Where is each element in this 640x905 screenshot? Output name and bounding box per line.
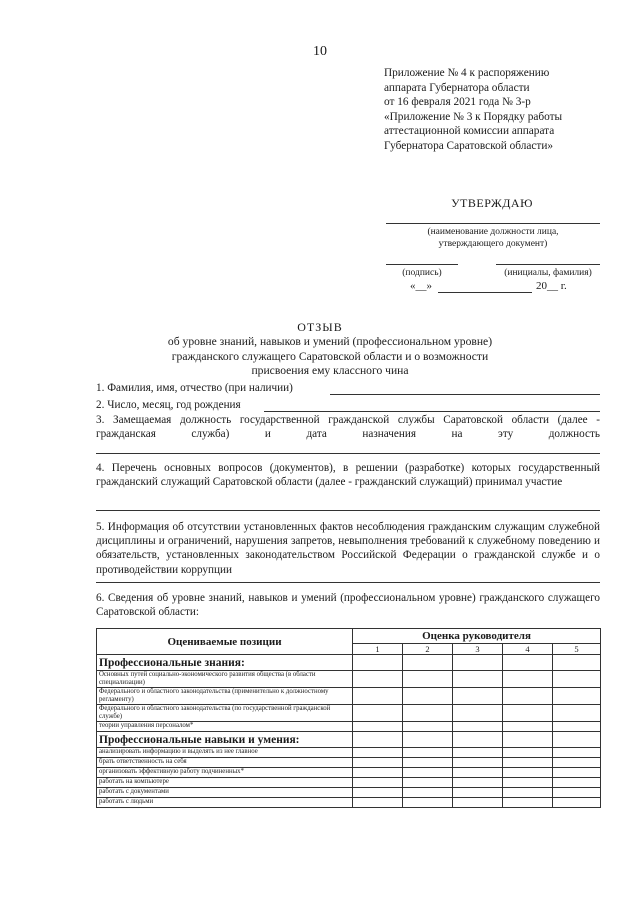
grade-cell[interactable] [353, 671, 403, 688]
grade-cell[interactable] [403, 688, 453, 705]
grade-cell[interactable] [503, 688, 553, 705]
grade-cell[interactable] [403, 655, 453, 671]
table-row [97, 705, 601, 722]
grade-cell[interactable] [403, 778, 453, 788]
grade-cell[interactable] [503, 732, 553, 748]
position-field[interactable] [96, 453, 600, 454]
grade-cell[interactable] [403, 758, 453, 768]
grade-cell[interactable] [453, 768, 503, 778]
annex-line: аттестационной комиссии аппарата [384, 125, 555, 137]
grade-cell[interactable] [403, 722, 453, 732]
grade-cell[interactable] [453, 688, 503, 705]
grade-cell[interactable] [503, 705, 553, 722]
initials-hint: (инициалы, фамилия) [504, 268, 592, 278]
grade-number: 5 [553, 644, 601, 655]
item-position: 3. Замещаемая должность государственной гражданской службы Саратовской области (далее - гражданская служба) и дата назначения на эту должность [96, 414, 600, 441]
grade-cell[interactable] [453, 778, 503, 788]
birth-date-field[interactable] [264, 411, 600, 412]
grade-cell[interactable] [353, 705, 403, 722]
grade-cell[interactable] [353, 688, 403, 705]
grade-number: 4 [503, 644, 553, 655]
grade-cell[interactable] [353, 722, 403, 732]
grade-cell[interactable] [403, 768, 453, 778]
table-row [97, 688, 601, 705]
row-label: работать с людьми [97, 798, 353, 808]
subtitle-line: гражданского служащего Саратовской области и о возможности [171, 349, 489, 363]
column-header-positions: Оцениваемые позиции [97, 629, 353, 655]
table-row [97, 758, 601, 768]
questions-field[interactable] [96, 510, 600, 511]
grade-number: 2 [403, 644, 453, 655]
annex-line: от 16 февраля 2021 года № 3-р [384, 96, 531, 108]
annex-line: Губернатора Саратовской области» [384, 139, 554, 152]
item-discipline: 5. Информация об отсутствии установленных фактов несоблюдения гражданским служащим служебной дисциплины и ограничений, нарушения запретов, невыполнения требований к служебному поведению и обязательств, установленных законодательством Российской Федерации о гражданской службе и о противодействии коррупции [96, 521, 600, 576]
grade-cell[interactable] [553, 722, 601, 732]
discipline-field[interactable] [96, 582, 600, 583]
position-hint-line2: утверждающего документ) [438, 239, 548, 249]
grade-cell[interactable] [403, 732, 453, 748]
grade-cell[interactable] [453, 732, 503, 748]
grade-cell[interactable] [503, 748, 553, 758]
grade-cell[interactable] [453, 788, 503, 798]
grade-cell[interactable] [403, 798, 453, 808]
grade-cell[interactable] [353, 655, 403, 671]
table-row [97, 788, 601, 798]
item-questions: 4. Перечень основных вопросов (документов), в решении (разработке) которых государственный гражданский служащий Саратовской области (далее - гражданский служащий) принимал участие [96, 462, 600, 489]
grade-cell[interactable] [403, 705, 453, 722]
grade-number: 3 [453, 644, 503, 655]
grade-cell[interactable] [553, 758, 601, 768]
grade-cell[interactable] [403, 748, 453, 758]
row-label: анализировать информацию и выделять из нее главное [97, 748, 353, 758]
subtitle-line: присвоения ему классного чина [251, 364, 409, 377]
table-row [97, 671, 601, 688]
position-line [386, 223, 600, 224]
grade-cell[interactable] [553, 688, 601, 705]
subtitle-line: об уровне знаний, навыков и умений (профессиональном уровне) [167, 335, 493, 348]
row-label: Федерального и областного законодательства (применительно к должностному регламенту) [97, 688, 353, 705]
grade-cell[interactable] [453, 722, 503, 732]
grade-cell[interactable] [403, 671, 453, 688]
page-number: 10 [313, 44, 327, 59]
section-header-skills: Профессиональные навыки и умения: [97, 732, 353, 748]
grade-cell[interactable] [353, 778, 403, 788]
annex-line: «Приложение № 3 к Порядку работы [384, 110, 563, 123]
position-hint-line1: (наименование должности лица, [427, 227, 559, 237]
document-title: ОТЗЫВ [297, 320, 343, 334]
row-label: Основных путей социально-экономического развития общества (в области специализации) [97, 671, 353, 688]
table-row [97, 798, 601, 808]
grade-cell[interactable] [503, 788, 553, 798]
annex-block [384, 66, 600, 153]
grade-cell[interactable] [553, 768, 601, 778]
grade-cell[interactable] [503, 768, 553, 778]
grade-cell[interactable] [453, 705, 503, 722]
row-label: теории управления персоналом* [97, 722, 353, 732]
full-name-field[interactable] [330, 394, 600, 395]
table-row [97, 778, 601, 788]
grade-cell[interactable] [503, 655, 553, 671]
grade-cell[interactable] [553, 655, 601, 671]
grade-cell[interactable] [503, 722, 553, 732]
grade-cell[interactable] [553, 671, 601, 688]
item-birth-date: 2. Число, месяц, год рождения [96, 399, 241, 411]
signature-hint: (подпись) [402, 268, 442, 278]
row-label: работать на компьютере [97, 778, 353, 788]
grade-cell[interactable] [453, 655, 503, 671]
grade-cell[interactable] [353, 748, 403, 758]
evaluation-table [96, 628, 601, 808]
grade-number: 1 [353, 644, 403, 655]
grade-cell[interactable] [553, 732, 601, 748]
signature-line [386, 264, 458, 265]
grade-cell[interactable] [503, 798, 553, 808]
position-hint [386, 226, 600, 250]
grade-cell[interactable] [553, 748, 601, 758]
table-row [97, 722, 601, 732]
column-header-grade: Оценка руководителя [353, 629, 601, 644]
grade-cell[interactable] [353, 768, 403, 778]
grade-cell[interactable] [353, 798, 403, 808]
grade-cell[interactable] [453, 748, 503, 758]
grade-cell[interactable] [453, 798, 503, 808]
section-header-knowledge: Профессиональные знания: [97, 655, 353, 671]
date-year: 20__ г. [536, 280, 567, 292]
grade-cell[interactable] [353, 788, 403, 798]
row-label: брать ответственность на себя [97, 758, 353, 768]
grade-cell[interactable] [453, 671, 503, 688]
date-month-line [438, 292, 532, 293]
row-label: организовать эффективную работу подчиненных* [97, 768, 353, 778]
item-knowledge: 6. Сведения об уровне знаний, навыков и умений (профессиональном уровне) гражданского служащего Саратовской области: [96, 592, 600, 619]
grade-cell[interactable] [553, 788, 601, 798]
grade-cell[interactable] [553, 705, 601, 722]
row-label: работать с документами [97, 788, 353, 798]
date-day: «__» [410, 280, 432, 292]
grade-cell[interactable] [353, 732, 403, 748]
grade-cell[interactable] [503, 758, 553, 768]
annex-line: Приложение № 4 к распоряжению [384, 67, 550, 79]
grade-cell[interactable] [503, 671, 553, 688]
item-full-name: 1. Фамилия, имя, отчество (при наличии) [96, 382, 293, 394]
grade-cell[interactable] [503, 778, 553, 788]
grade-cell[interactable] [453, 758, 503, 768]
initials-line [496, 264, 600, 265]
grade-cell[interactable] [403, 788, 453, 798]
annex-line: аппарата Губернатора области [384, 81, 530, 94]
grade-cell[interactable] [353, 758, 403, 768]
row-label: Федерального и областного законодательства (по государственной гражданской службе) [97, 705, 353, 722]
document-subtitle [110, 335, 550, 379]
approve-heading: УТВЕРЖДАЮ [451, 196, 533, 210]
grade-cell[interactable] [553, 778, 601, 788]
table-row [97, 748, 601, 758]
grade-cell[interactable] [553, 798, 601, 808]
table-row [97, 768, 601, 778]
